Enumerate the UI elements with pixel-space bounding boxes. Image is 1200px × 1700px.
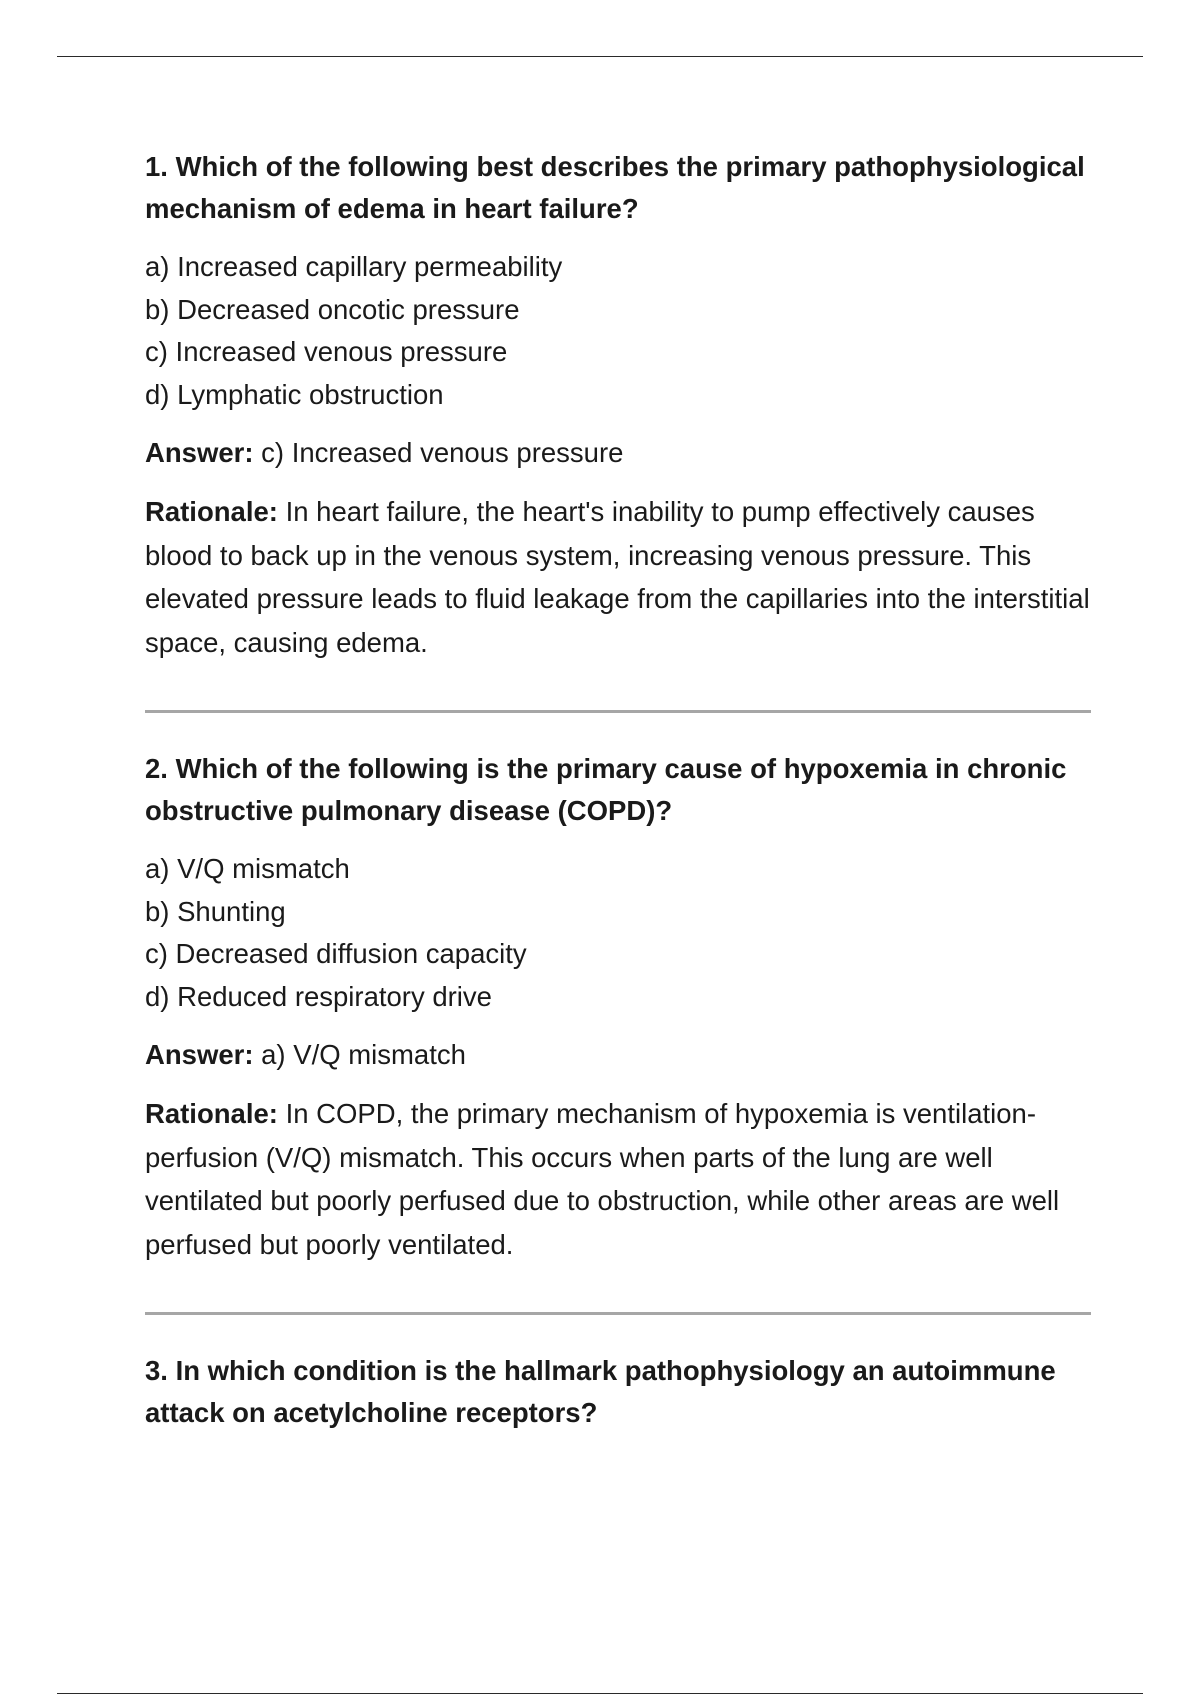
question-divider <box>145 710 1091 713</box>
answer-label: Answer: <box>145 437 254 468</box>
question-block-2 <box>145 748 1095 1266</box>
rationale-label: Rationale: <box>145 1098 278 1129</box>
option-item: a) V/Q mismatch <box>145 853 350 884</box>
rationale-label: Rationale: <box>145 496 278 527</box>
option-item: c) Increased venous pressure <box>145 336 508 367</box>
option-item: c) Decreased diffusion capacity <box>145 938 527 969</box>
answer-text: a) V/Q mismatch <box>253 1039 466 1070</box>
option-item: b) Shunting <box>145 895 286 927</box>
option-item: d) Lymphatic obstruction <box>145 378 444 410</box>
question-text: 2. Which of the following is the primary cause of hypoxemia in chronic obstructive pulmonary disease (COPD)? <box>145 753 1067 826</box>
rationale-paragraph <box>145 490 1095 664</box>
option-item: a) Increased capillary permeability <box>145 251 563 282</box>
question-text: 1. Which of the following best describes the primary pathophysiological mechanism of edema in heart failure? <box>145 151 1085 224</box>
answer-line <box>145 1034 1095 1076</box>
question-block-3 <box>145 1350 1095 1434</box>
rationale-paragraph <box>145 1092 1095 1266</box>
question-block-1 <box>145 146 1095 664</box>
answer-label: Answer: <box>145 1039 254 1070</box>
question-divider <box>145 1312 1091 1315</box>
option-item: b) Decreased oncotic pressure <box>145 293 520 325</box>
footer-rule <box>57 1693 1143 1694</box>
rationale-text: In heart failure, the heart's inability to pump effectively causes blood to back up in the venous system, increasing venous pressure. This elevated pressure leads to fluid leakage from the capillaries into the interstitial space, causing edema. <box>145 496 1090 658</box>
question-text: 3. In which condition is the hallmark pathophysiology an autoimmune attack on acetylcholine receptors? <box>145 1355 1056 1428</box>
option-list <box>145 848 1095 1018</box>
answer-text: c) Increased venous pressure <box>253 437 624 468</box>
option-item: d) Reduced respiratory drive <box>145 980 492 1012</box>
answer-line <box>145 432 1095 474</box>
document-content <box>145 146 1095 1434</box>
header-rule <box>57 56 1143 57</box>
option-list <box>145 246 1095 416</box>
rationale-text: In COPD, the primary mechanism of hypoxemia is ventilation-perfusion (V/Q) mismatch. This occurs when parts of the lung are well ventilated but poorly perfused due to obstruction, while other areas are well perfused but poorly ventilated. <box>145 1098 1060 1260</box>
